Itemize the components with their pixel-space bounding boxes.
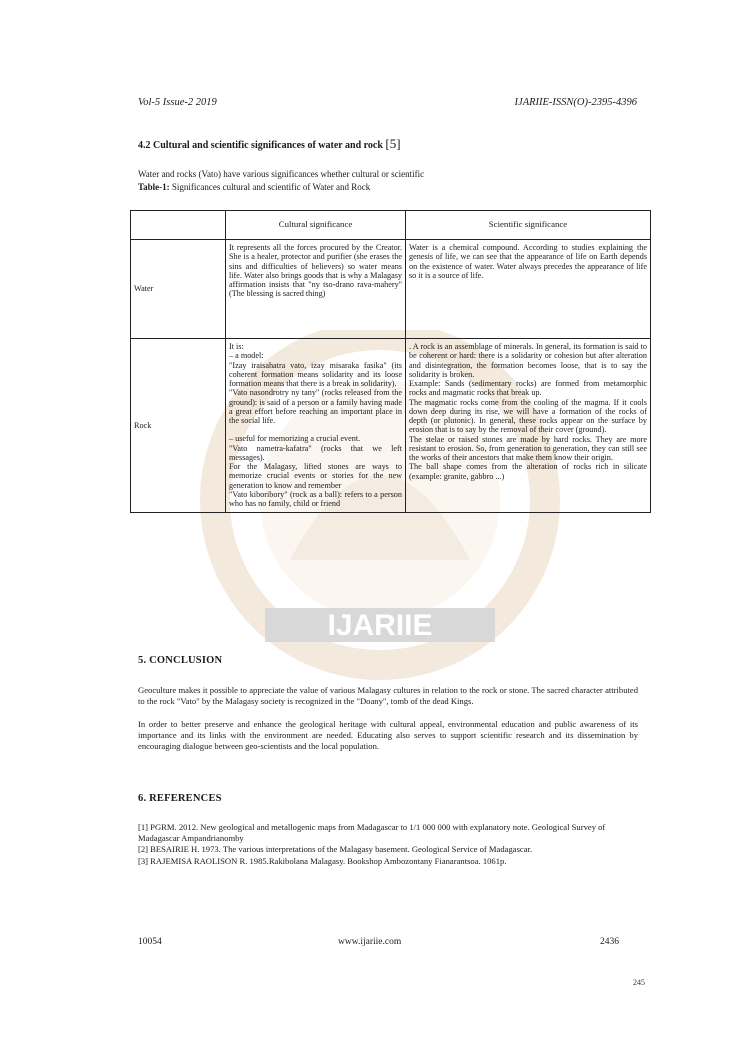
conclusion-paragraph: Geoculture makes it possible to appreciate the value of various Malagasy cultures in relation to the rock or stone. The sacred character attributed to the rock "Vato" by the Malagasy society is recognized in the "Doany", tomb of the dead Kings. (138, 685, 638, 707)
scan-page-number: 245 (633, 978, 645, 987)
significance-table (130, 210, 651, 513)
rock-scientific-cell (406, 339, 651, 513)
rock-scientific-line: . A rock is an assemblage of minerals. In general, its formation is said to be coherent or hard: there is a solidarity or cohesion but after alteration and disintegration, the formation becomes loose, that is to say the solidarity is broken. (409, 342, 647, 379)
water-cultural-text: It represents all the forces procured by the Creator. She is a healer, protector and purifier (she erases the sins and difficulties of believers) so water means life. Water also brings goods that is why a Malagasy affirmation insists that "ny tso-drano rava-mahery" (The blessing is sacred thing) (229, 243, 402, 299)
water-cultural-cell (226, 240, 406, 339)
watermark-text: IJARIIE (327, 609, 433, 642)
rock-scientific-line: The stelae or raised stones are made by hard rocks. They are more resistant to erosion. So, from generation to generation, they can still see the works of their ancestors that make them know their origin. (409, 434, 647, 463)
table-caption-text: Significances cultural and scientific of Water and Rock (171, 182, 371, 192)
table-row-rock (131, 339, 651, 513)
conclusion-heading: 5. CONCLUSION (138, 655, 223, 666)
header-issn: IJARIIE-ISSN(O)-2395-4396 (514, 97, 637, 108)
footer-paper-id: 10054 (138, 937, 162, 947)
rock-cultural-line: It is: (229, 342, 244, 351)
rock-cultural-line: "Vato kiboribory" (rock as a ball): refers to a person who has no family, child or friend (229, 489, 402, 509)
reference-item: [2] BESAIRIE H. 1973. The various interpretations of the Malagasy basement. Geological Service of Madagascar. (138, 844, 533, 855)
rock-cultural-line: "Izay iraisahatra vato, izay misaraka fasika" (its coherent formation means solidarity and its loose formation means that there is a break in solidarity). (229, 360, 402, 389)
table-label: Table-1: (138, 182, 170, 192)
row-label-water: Water (131, 240, 226, 339)
row-label-rock: Rock (131, 339, 226, 513)
references-heading: 6. REFERENCES (138, 793, 222, 804)
footer-website: www.ijariie.com (338, 937, 402, 947)
table-header-cultural: Cultural significance (226, 211, 406, 240)
references-list (138, 822, 638, 867)
reference-item: [3] RAJEMISA RAOLISON R. 1985.Rakibolana Malagasy. Bookshop Ambozontany Fianarantsoa. 1061p. (138, 855, 507, 866)
section-title-ref: [5] (385, 136, 401, 151)
reference-item: [1] PGRM. 2012. New geological and metallogenic maps from Madagascar to 1/1 000 000 with explanatory note. Geological Survey of Madagascar Ampandrianomby (138, 822, 606, 844)
rock-cultural-line: – useful for memorizing a crucial event. (229, 434, 361, 444)
rock-cultural-line: "Vato nasondrotry ny tany" (rocks released from the ground): is said of a person or a family having made a great effort before reaching an important place in the social life. (229, 388, 402, 426)
spacer (229, 425, 402, 434)
rock-scientific-line: Example: Sands (sedimentary rocks) are formed from metamorphic rocks and magmatic rocks that break up. (409, 379, 647, 398)
rock-cultural-line: "Vato nametra-kafatra" (rocks that we left messages). (229, 443, 402, 462)
header-volume: Vol-5 Issue-2 2019 (138, 97, 217, 108)
table-header-row (131, 211, 651, 240)
section-intro: Water and rocks (Vato) have various significances whether cultural or scientific (138, 169, 425, 179)
rock-cultural-line: For the Malagasy, lifted stones are ways to memorize crucial events or stories for the new generation to know and remember (229, 462, 402, 490)
table-header-empty (131, 211, 226, 240)
conclusion-paragraph: In order to better preserve and enhance the geological heritage with cultural appeal, environmental education and public awareness of its importance and its links with the environment are needed. Educating also serves to support scientific research and its dissemination by encouraging dialogue between geo-scientists and the local population. (138, 719, 638, 752)
section-title-text: 4.2 Cultural and scientific significances of water and rock (138, 140, 383, 151)
footer-page: 2436 (600, 937, 619, 947)
rock-cultural-cell (226, 339, 406, 513)
section-title (138, 136, 401, 152)
rock-scientific-line: The ball shape comes from the alteration of rocks rich in silicate (example: granite, gabbro ...) (409, 462, 647, 481)
water-scientific-cell: Water is a chemical compound. According to studies explaining the genesis of life, we can see that the appearance of life on Earth depends on the existence of water. Water always precedes the appearance of life so it is a source of life. (406, 240, 651, 339)
table-row-water (131, 240, 651, 339)
table-header-scientific: Scientific significance (406, 211, 651, 240)
rock-cultural-line: – a model: (229, 351, 264, 361)
rock-scientific-line: The magmatic rocks come from the cooling of the magma. If it cools down deep during its rise, we will have a formation of the rocks of depth (or plutonic). In general, these rocks appear on the surface by erosion that is to say by the removal of their cover (ground). (409, 397, 647, 435)
table-caption (138, 182, 370, 192)
